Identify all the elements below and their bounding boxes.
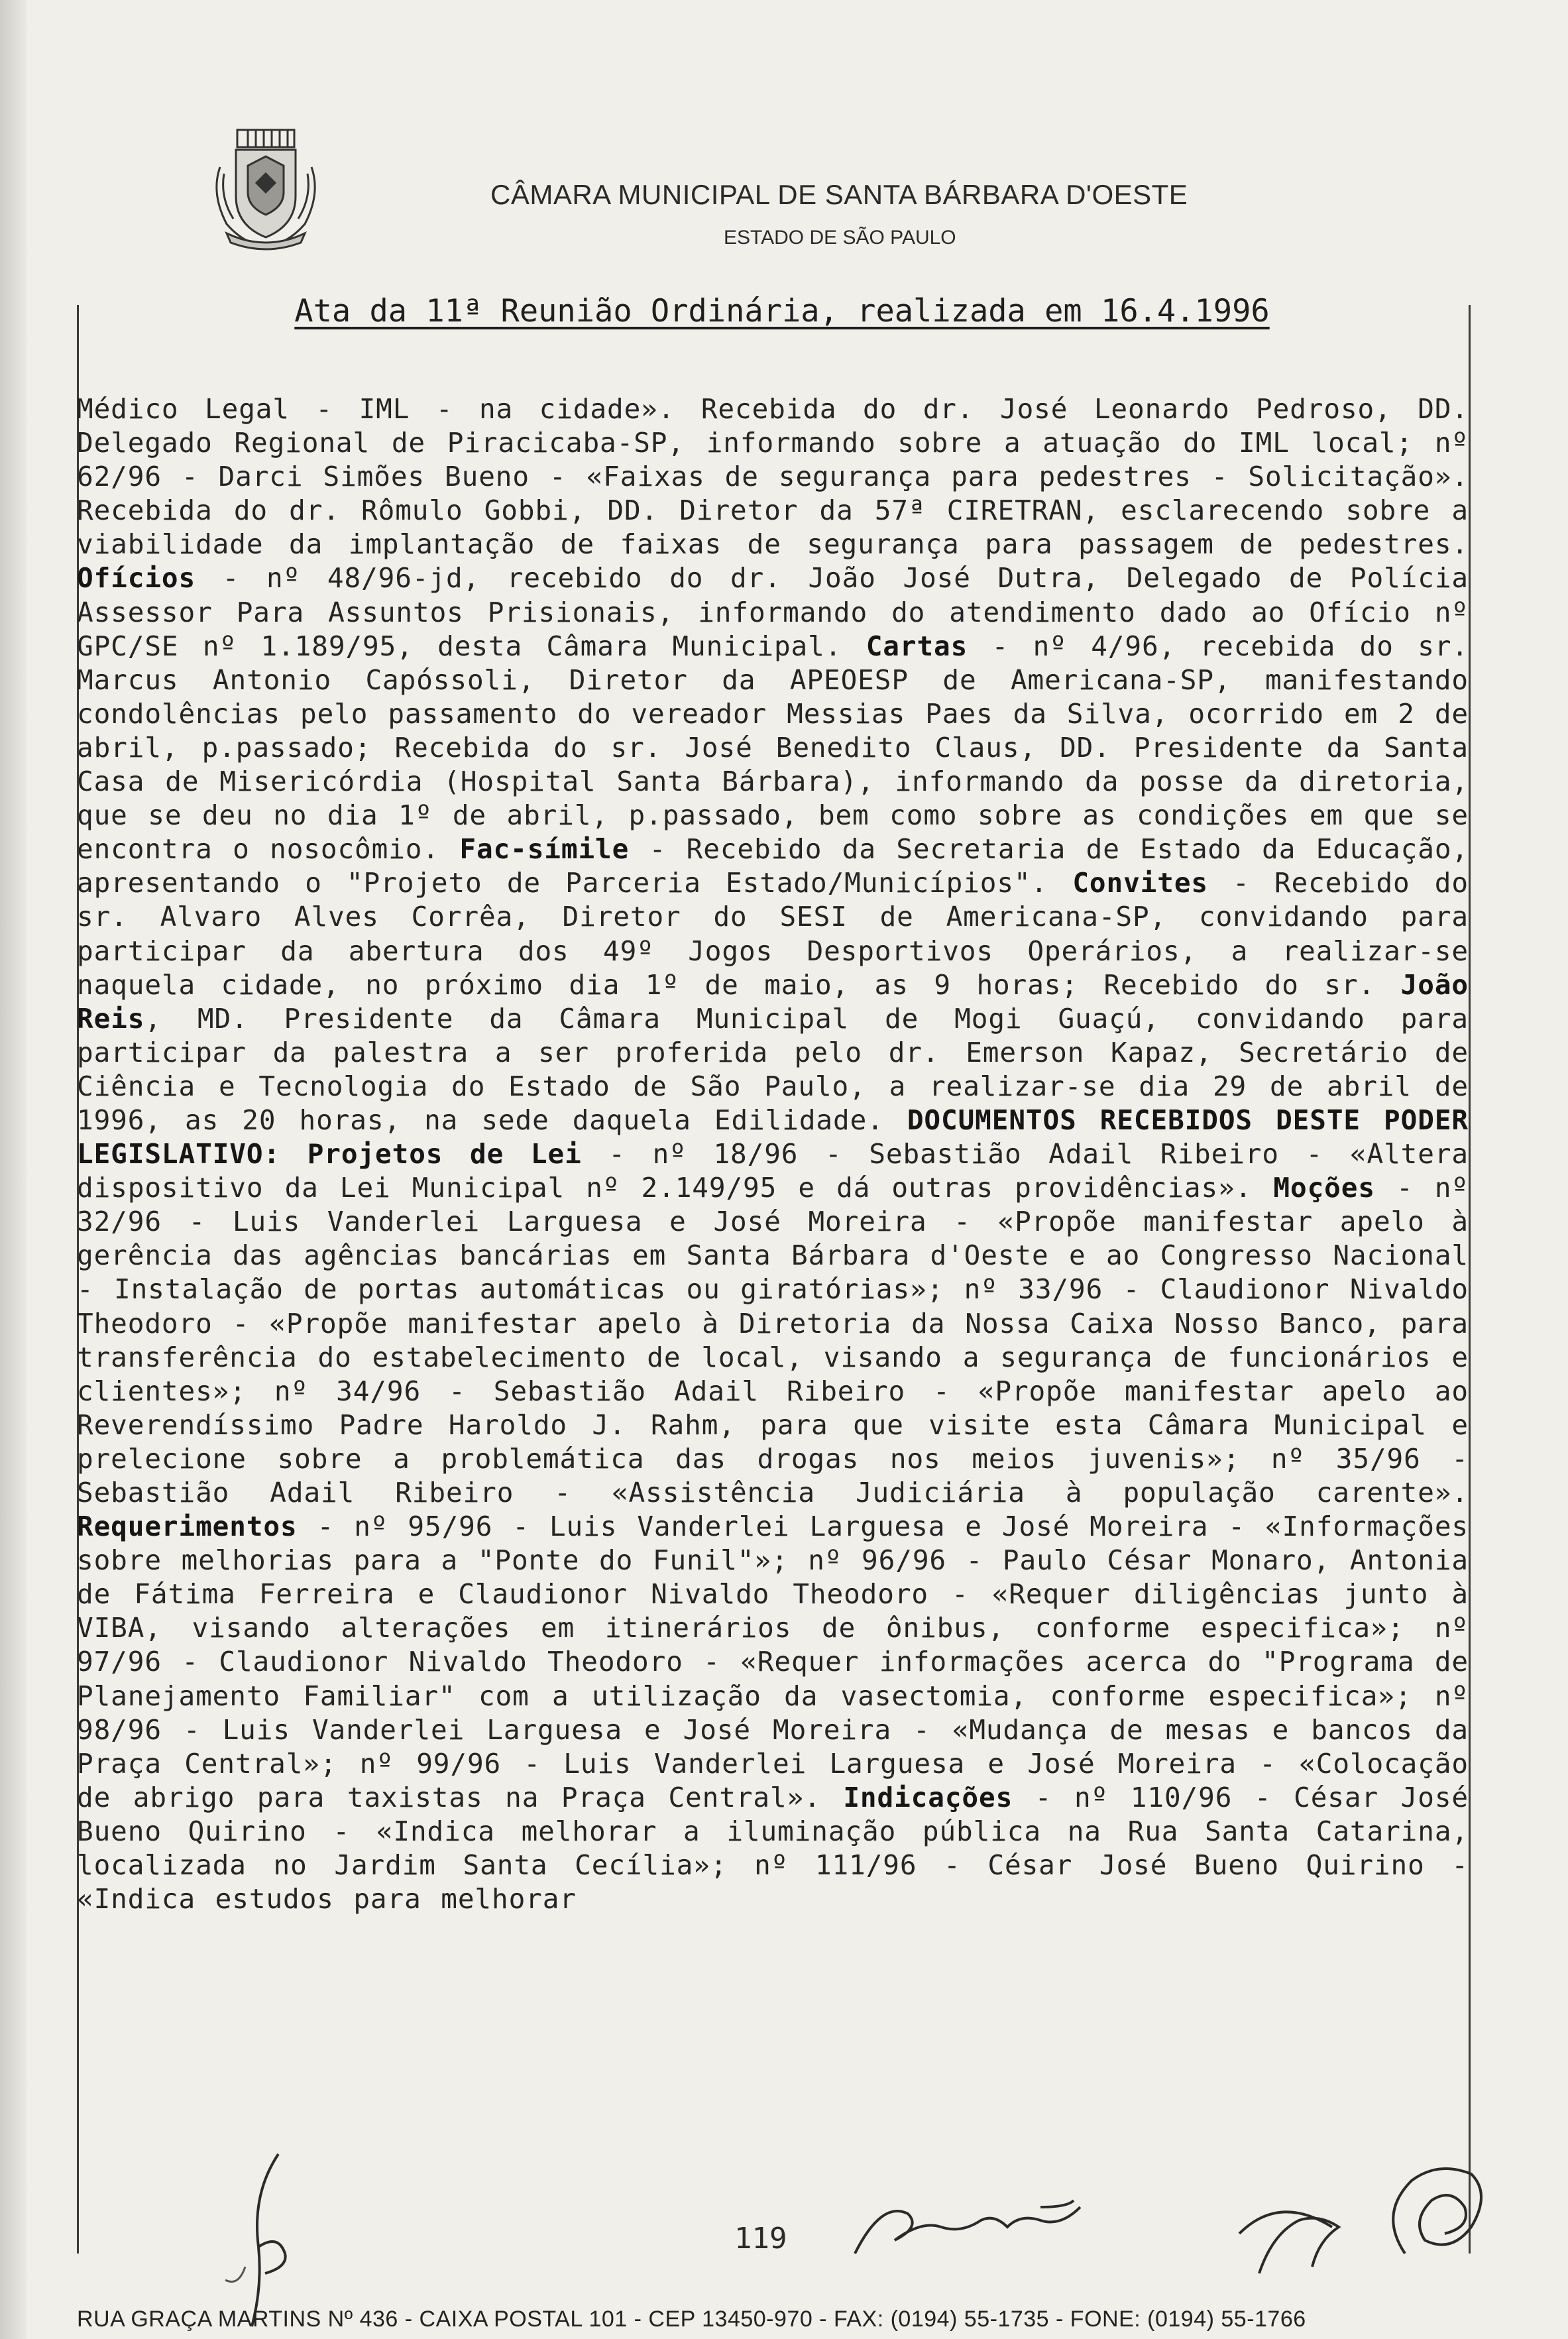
text-run: - nº 110/96 - César José Bueno Quirino - «Indica melhorar a iluminação pública na Rua Santa Catarina, localizada no Jardim Santa Cecília»; nº 111/96 - César José Bueno Quirino - «Indica estudos para melhorar [77, 1781, 1469, 1915]
signature-1 [199, 2147, 331, 2333]
text-run: - nº 4/96, recebida do sr. Marcus Antonio Capóssoli, Diretor da APEOESP de Americana-SP, manifestando condolências pelo passamento do vereador Messias Paes da Silva, ocorrido em 2 de abril, p.passado; Recebida do sr. José Benedito Claus, DD. Presidente da Santa Casa de Misericórdia (Hospital Santa Bárbara), informando da posse da diretoria, que se deu no dia 1º de abril, p.passado, bem como sobre as condições em que se encontra o nosocômio. [77, 630, 1469, 866]
page-number: 119 [734, 2222, 787, 2255]
text-run: - nº 18/96 - Sebastião Adail Ribeiro - «Altera dispositivo da Lei Municipal nº 2.149/95 e dá outras providências». [77, 1138, 1469, 1204]
section-heading-oficios: Ofícios [77, 562, 196, 595]
section-heading-mocoes: Moções [1273, 1172, 1375, 1204]
text-run: - nº 48/96-jd, recebido do dr. João José Dutra, Delegado de Polícia Assessor Para Assuntos Prisionais, informando do atendimento dado ao Ofício nº GPC/SE nº 1.189/95, desta Câmara Municipal. [77, 562, 1469, 662]
state-name: ESTADO DE SÃO PAULO [724, 227, 956, 249]
chamber-name: CÂMARA MUNICIPAL DE SANTA BÁRBARA D'OESTE [490, 179, 1188, 210]
text-run: - nº 95/96 - Luis Vanderlei Larguesa e José Moreira - «Informações sobre melhorias para a "Ponte do Funil"»; nº 96/96 - Paulo César Monaro, Antonia de Fátima Ferreira e Claudionor Nivaldo Theodoro - «Requer diligências junto à VIBA, visando alterações em itinerários de ônibus, conforme especifica»; nº 97/96 - Claudionor Nivaldo Theodoro - «Requer informações acerca do "Programa de Planejamento Familiar" com a utilização da vasectomia, conforme especifica»; nº 98/96 - Luis Vanderlei Larguesa e José Moreira - «Mudança de mesas e bancos da Praça Central»; nº 99/96 - Luis Vanderlei Larguesa e José Moreira - «Colocação de abrigo para taxistas na Praça Central». [77, 1511, 1469, 1813]
municipal-crest-icon [207, 127, 325, 251]
text-run: , MD. Presidente da Câmara Municipal de Mogi Guaçú, convidando para participar da palestra a ser proferida pelo dr. Emerson Kapaz, Secretário de Ciência e Tecnologia do Estado de São Paulo, a realizar-se dia 29 de abril de 1996, as 20 horas, na sede daquela Edilidade. [77, 1002, 1469, 1136]
letterhead [0, 0, 1568, 292]
right-margin-rule [1469, 305, 1471, 2253]
signature-4 [1378, 2154, 1491, 2267]
minutes-body [77, 392, 1469, 1916]
signature-2 [842, 2187, 1153, 2267]
document-title: Ata da 11ª Reunião Ordinária, realizada em 16.4.1996 [294, 293, 1270, 329]
section-heading-fac-simile: Fac-símile [459, 833, 630, 866]
section-heading-documentos: DOCUMENTOS RECEBIDOS DESTE PODER LEGISLATIVO: Projetos de Lei [77, 1104, 1469, 1170]
section-heading-cartas: Cartas [866, 630, 968, 662]
page-edge [0, 0, 27, 2339]
footer-address: RUA GRAÇA MARTINS Nº 436 - CAIXA POSTAL 101 - CEP 13450-970 - FAX: (0194) 55-1735 - FONE: (0194) 55-1766 [77, 2307, 1306, 2332]
text-run: - nº 32/96 - Luis Vanderlei Larguesa e José Moreira - «Propõe manifestar apelo à gerência das agências bancárias em Santa Bárbara d'Oeste e ao Congresso Nacional - Instalação de portas automáticas ou giratórias»; nº 33/96 - Claudionor Nivaldo Theodoro - «Propõe manifestar apelo à Diretoria da Nossa Caixa Nosso Banco, para transferência do estabelecimento de local, visando a segurança de funcionários e clientes»; nº 34/96 - Sebastião Adail Ribeiro - «Propõe manifestar apelo ao Reverendíssimo Padre Haroldo J. Rahm, para que visite esta Câmara Municipal e prelecione sobre a problemática das drogas nos meios juvenis»; nº 35/96 - Sebastião Adail Ribeiro - «Assistência Judiciária à população carente». [77, 1172, 1469, 1509]
section-heading-requerimentos: Requerimentos [77, 1511, 298, 1543]
section-heading-indicacoes: Indicações [843, 1781, 1013, 1813]
text-run: Médico Legal - IML - na cidade». Recebida do dr. José Leonardo Pedroso, DD. Delegado Regional de Piracicaba-SP, informando sobre a atuação do IML local; nº 62/96 - Darci Simões Bueno - «Faixas de segurança para pedestres - Solicitação». Recebida do dr. Rômulo Gobbi, DD. Diretor da 57ª CIRETRAN, esclarecendo sobre a viabilidade da implantação de faixas de segurança para passagem de pedestres. [77, 393, 1469, 561]
text-run: - Recebido do sr. Alvaro Alves Corrêa, Diretor do SESI de Americana-SP, convidando para participar da abertura dos 49º Jogos Desportivos Operários, a realizar-se naquela cidade, no próximo dia 1º de maio, as 9 horas; Recebido do sr. [77, 867, 1469, 1001]
text-run: - Recebido da Secretaria de Estado da Educação, apresentando o "Projeto de Parceria Estado/Municípios". [77, 833, 1469, 899]
signature-3 [1233, 2194, 1359, 2280]
section-heading-convites: Convites [1072, 867, 1208, 899]
bold-name: João Reis [77, 968, 1469, 1035]
